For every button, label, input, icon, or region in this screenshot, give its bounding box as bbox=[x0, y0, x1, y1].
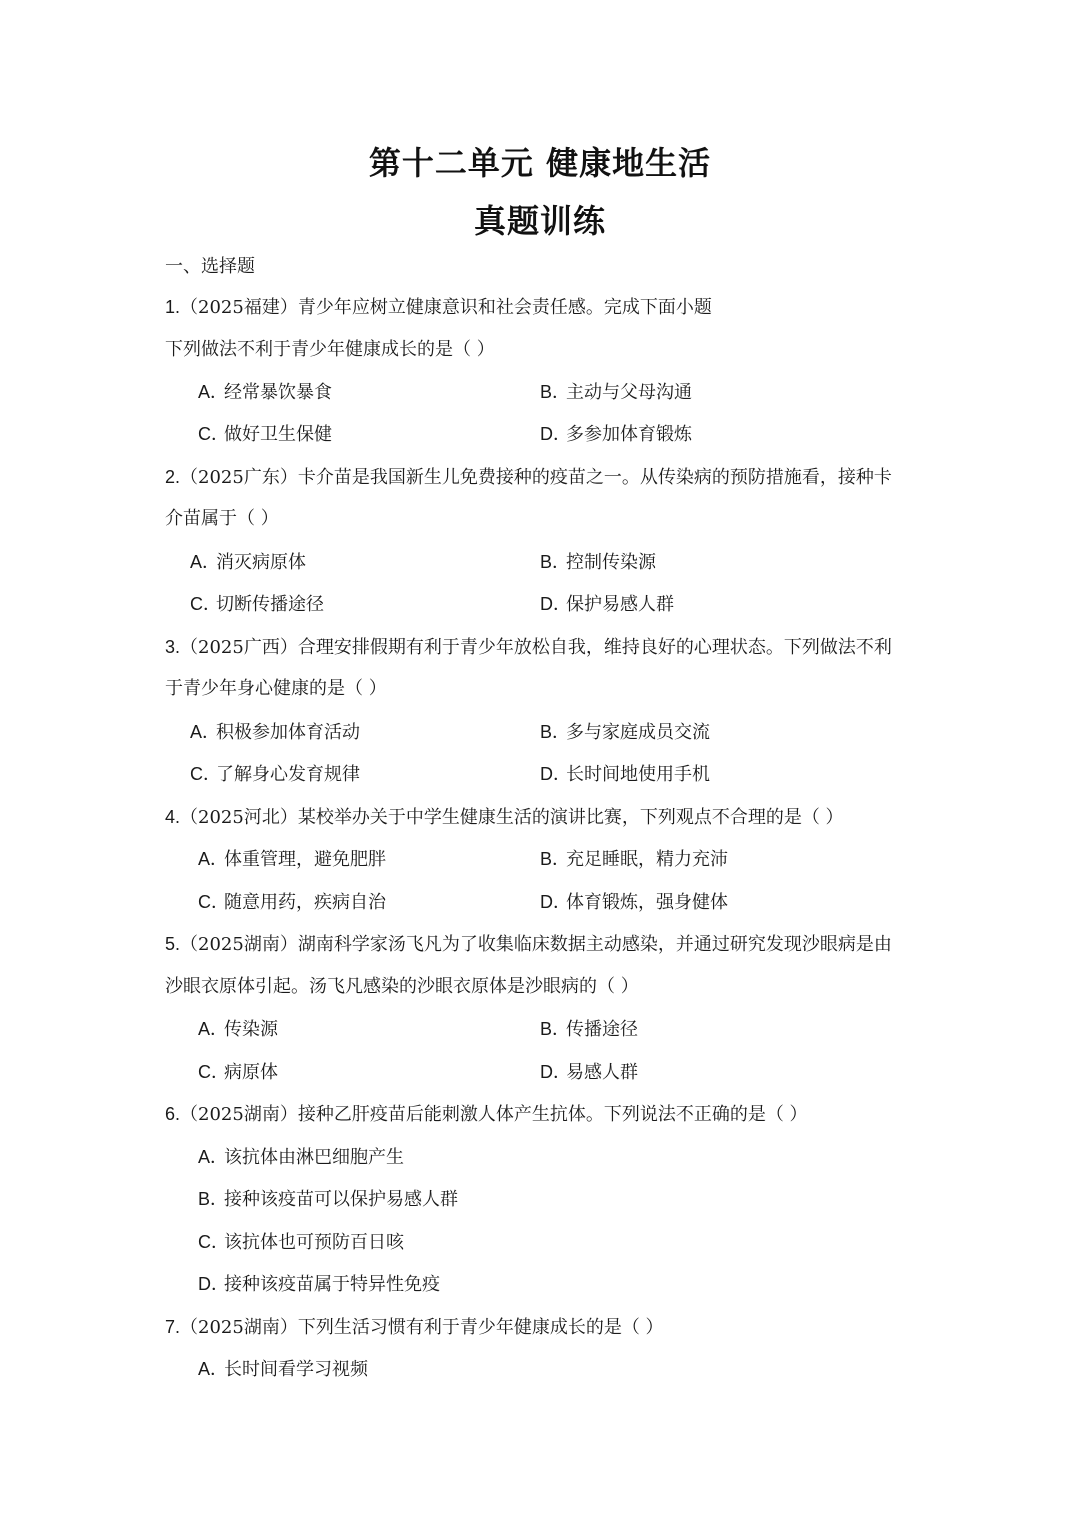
question-2-option-a[interactable] bbox=[190, 549, 306, 576]
option-text: 保护易感人群 bbox=[566, 594, 674, 615]
question-4-option-b[interactable] bbox=[540, 846, 728, 873]
option-letter: A． bbox=[198, 1019, 229, 1039]
option-letter: A． bbox=[190, 552, 221, 572]
question-text: 青少年应树立健康意识和社会责任感。完成下面小题 bbox=[297, 297, 712, 318]
question-6-line-1 bbox=[165, 1101, 925, 1128]
question-text: 湖南科学家汤飞凡为了收集临床数据主动感染，并通过研究发现沙眼病是由 bbox=[297, 934, 892, 955]
option-text: 做好卫生保健 bbox=[224, 424, 332, 445]
option-letter: A． bbox=[198, 849, 229, 869]
question-3-option-c[interactable] bbox=[190, 761, 360, 788]
question-3-option-d[interactable] bbox=[540, 761, 710, 788]
question-5-line-1 bbox=[165, 931, 925, 958]
option-letter: B． bbox=[198, 1189, 229, 1209]
question-text: 某校举办关于中学生健康生活的演讲比赛，下列观点不合理的是（ ） bbox=[297, 807, 844, 828]
option-letter: D． bbox=[540, 892, 571, 912]
option-text: 充足睡眠，精力充沛 bbox=[566, 849, 728, 870]
option-text: 传播途径 bbox=[566, 1019, 638, 1040]
option-letter: D． bbox=[540, 764, 571, 784]
question-3-line-2: 于青少年身心健康的是（ ） bbox=[165, 678, 387, 699]
option-text: 接种该疫苗属于特异性免疫 bbox=[224, 1274, 440, 1295]
option-text: 接种该疫苗可以保护易感人群 bbox=[224, 1189, 458, 1210]
question-1-option-c[interactable] bbox=[198, 421, 332, 448]
question-1-option-a[interactable] bbox=[198, 379, 332, 406]
option-letter: C． bbox=[190, 594, 221, 614]
option-letter: A． bbox=[198, 382, 229, 402]
question-5-option-d[interactable] bbox=[540, 1059, 638, 1086]
question-source: （2025湖南） bbox=[180, 934, 298, 955]
option-letter: A． bbox=[198, 1147, 229, 1167]
question-2-line-2: 介苗属于（ ） bbox=[165, 508, 279, 529]
option-text: 切断传播途径 bbox=[216, 594, 324, 615]
question-2-line-1 bbox=[165, 464, 925, 491]
option-text: 随意用药，疾病自治 bbox=[224, 892, 386, 913]
option-letter: C． bbox=[198, 424, 229, 444]
option-letter: B． bbox=[540, 722, 571, 742]
option-letter: B． bbox=[540, 552, 571, 572]
question-number: 6. bbox=[165, 1104, 181, 1124]
question-text: 接种乙肝疫苗后能刺激人体产生抗体。下列说法不正确的是（ ） bbox=[297, 1104, 808, 1125]
question-6-option-c[interactable] bbox=[198, 1229, 404, 1256]
question-1-option-d[interactable] bbox=[540, 421, 692, 448]
question-2-option-b[interactable] bbox=[540, 549, 656, 576]
question-6-option-d[interactable] bbox=[198, 1271, 440, 1298]
question-1-line-1 bbox=[165, 294, 925, 321]
question-2-option-c[interactable] bbox=[190, 591, 324, 618]
question-4-option-c[interactable] bbox=[198, 889, 386, 916]
option-text: 传染源 bbox=[224, 1019, 278, 1040]
question-number: 2. bbox=[165, 467, 181, 487]
page-title: 第十二单元 健康地生活 bbox=[368, 144, 712, 182]
option-text: 体重管理，避免肥胖 bbox=[224, 849, 386, 870]
option-text: 积极参加体育活动 bbox=[216, 722, 360, 743]
question-number: 4. bbox=[165, 807, 181, 827]
option-letter: B． bbox=[540, 1019, 571, 1039]
question-6-option-a[interactable] bbox=[198, 1144, 404, 1171]
question-number: 7. bbox=[165, 1317, 181, 1337]
question-text: 下列生活习惯有利于青少年健康成长的是（ ） bbox=[297, 1317, 664, 1338]
option-text: 多与家庭成员交流 bbox=[566, 722, 710, 743]
option-letter: B． bbox=[540, 382, 571, 402]
option-text: 经常暴饮暴食 bbox=[224, 382, 332, 403]
question-4-line-1 bbox=[165, 804, 925, 831]
question-4-option-d[interactable] bbox=[540, 889, 728, 916]
question-5-option-b[interactable] bbox=[540, 1016, 638, 1043]
question-number: 1. bbox=[165, 297, 181, 317]
question-3-option-b[interactable] bbox=[540, 719, 710, 746]
option-letter: C． bbox=[190, 764, 221, 784]
option-text: 病原体 bbox=[224, 1062, 278, 1083]
option-letter: D． bbox=[198, 1274, 229, 1294]
option-text: 长时间地使用手机 bbox=[566, 764, 710, 785]
question-5-line-2: 沙眼衣原体引起。汤飞凡感染的沙眼衣原体是沙眼病的（ ） bbox=[165, 976, 639, 997]
question-source: （2025广西） bbox=[180, 637, 298, 658]
option-letter: D． bbox=[540, 424, 571, 444]
question-2-option-d[interactable] bbox=[540, 591, 674, 618]
question-3-option-a[interactable] bbox=[190, 719, 360, 746]
question-number: 5. bbox=[165, 934, 181, 954]
option-letter: C． bbox=[198, 892, 229, 912]
page-subtitle: 真题训练 bbox=[473, 202, 606, 240]
option-text: 控制传染源 bbox=[566, 552, 656, 573]
question-4-option-a[interactable] bbox=[198, 846, 386, 873]
option-letter: C． bbox=[198, 1232, 229, 1252]
option-text: 体育锻炼，强身健体 bbox=[566, 892, 728, 913]
option-letter: C． bbox=[198, 1062, 229, 1082]
question-text: 合理安排假期有利于青少年放松自我，维持良好的心理状态。下列做法不利 bbox=[297, 637, 892, 658]
option-text: 易感人群 bbox=[566, 1062, 638, 1083]
option-letter: D． bbox=[540, 1062, 571, 1082]
question-source: （2025福建） bbox=[180, 297, 298, 318]
option-text: 多参加体育锻炼 bbox=[566, 424, 692, 445]
question-6-option-b[interactable] bbox=[198, 1186, 458, 1213]
option-text: 该抗体由淋巴细胞产生 bbox=[224, 1147, 404, 1168]
option-letter: A． bbox=[198, 1359, 229, 1379]
option-text: 该抗体也可预防百日咳 bbox=[224, 1232, 404, 1253]
question-number: 3. bbox=[165, 637, 181, 657]
question-7-line-1 bbox=[165, 1314, 925, 1341]
option-letter: A． bbox=[190, 722, 221, 742]
question-1-option-b[interactable] bbox=[540, 379, 692, 406]
option-text: 消灭病原体 bbox=[216, 552, 306, 573]
question-text: 卡介苗是我国新生儿免费接种的疫苗之一。从传染病的预防措施看，接种卡 bbox=[297, 467, 892, 488]
question-3-line-1 bbox=[165, 634, 925, 661]
question-source: （2025湖南） bbox=[180, 1317, 298, 1338]
option-text: 了解身心发育规律 bbox=[216, 764, 360, 785]
question-source: （2025河北） bbox=[180, 807, 298, 828]
section-label: 一、选择题 bbox=[165, 256, 255, 277]
question-1-line-2: 下列做法不利于青少年健康成长的是（ ） bbox=[165, 339, 495, 360]
question-7-option-a[interactable] bbox=[198, 1356, 368, 1383]
option-letter: B． bbox=[540, 849, 571, 869]
option-text: 长时间看学习视频 bbox=[224, 1359, 368, 1380]
question-5-option-a[interactable] bbox=[198, 1016, 278, 1043]
question-source: （2025广东） bbox=[180, 467, 298, 488]
option-letter: D． bbox=[540, 594, 571, 614]
question-5-option-c[interactable] bbox=[198, 1059, 278, 1086]
question-source: （2025湖南） bbox=[180, 1104, 298, 1125]
option-text: 主动与父母沟通 bbox=[566, 382, 692, 403]
